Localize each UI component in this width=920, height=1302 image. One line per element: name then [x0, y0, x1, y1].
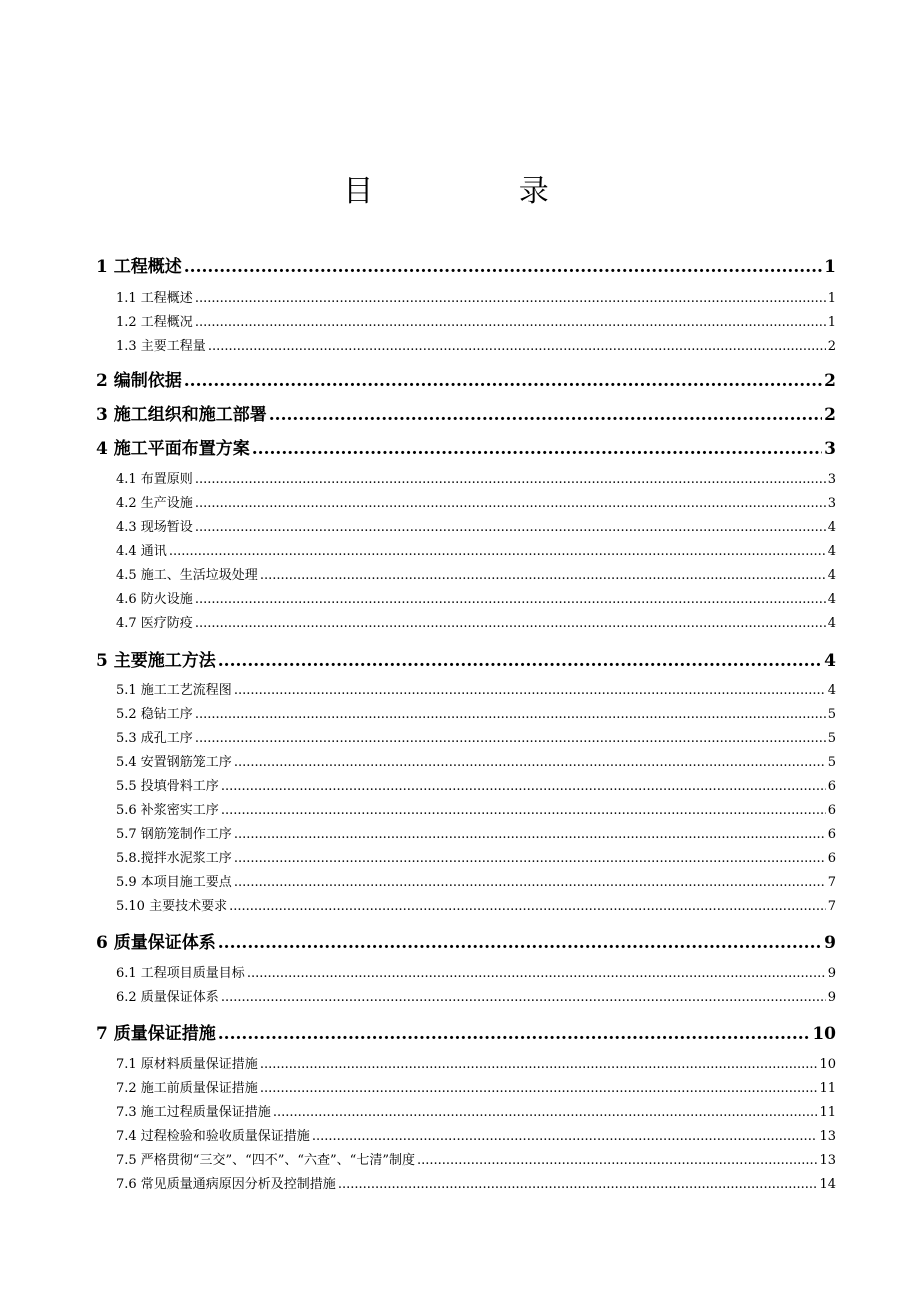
- toc-page: 4: [827, 592, 836, 607]
- toc-label: 4.1 布置原则: [116, 472, 193, 487]
- toc-label: 1.3 主要工程量: [116, 339, 206, 354]
- toc-label: 7.2 施工前质量保证措施: [116, 1081, 258, 1096]
- toc-page: 9: [824, 933, 836, 953]
- toc-entry[interactable]: [116, 895, 836, 914]
- toc-label: 6 质量保证体系: [96, 933, 216, 953]
- toc-label: 6.2 质量保证体系: [116, 990, 219, 1005]
- toc-entry[interactable]: [116, 1173, 836, 1192]
- toc-page: 2: [827, 339, 836, 354]
- toc-label: 4.2 生产设施: [116, 496, 193, 511]
- toc-label: 4.5 施工、生活垃圾处理: [116, 568, 258, 583]
- toc-label: 1.2 工程概况: [116, 315, 193, 330]
- toc-entry[interactable]: [116, 468, 836, 487]
- toc-label: 7.4 过程检验和验收质量保证措施: [116, 1129, 310, 1144]
- toc-page: 13: [819, 1153, 836, 1168]
- toc-entry[interactable]: [96, 646, 836, 671]
- toc-entry[interactable]: [116, 588, 836, 607]
- toc-label: 1.1 工程概述: [116, 291, 193, 306]
- toc-page: 9: [827, 990, 836, 1005]
- toc-label: 5.8.搅拌水泥浆工序: [116, 851, 232, 866]
- toc-entry[interactable]: [116, 823, 836, 842]
- toc-label: 5.10 主要技术要求: [116, 899, 228, 914]
- toc-page: 11: [819, 1105, 836, 1120]
- toc-page: 2: [824, 371, 836, 391]
- toc-label: 4.6 防火设施: [116, 592, 193, 607]
- toc-entry[interactable]: [96, 366, 836, 391]
- toc-label: 2 编制依据: [96, 371, 182, 391]
- toc-entry[interactable]: [116, 1149, 836, 1168]
- toc-page: 4: [827, 544, 836, 559]
- toc-page: 2: [824, 405, 836, 425]
- toc-label: 4 施工平面布置方案: [96, 439, 250, 459]
- toc-page: 1: [827, 315, 836, 330]
- toc-entry[interactable]: [116, 775, 836, 794]
- toc-entry[interactable]: [116, 727, 836, 746]
- toc-label: 3 施工组织和施工部署: [96, 405, 267, 425]
- toc-page: 10: [819, 1057, 836, 1072]
- toc-label: 7.5 严格贯彻“三交”、“四不”、“六查”、“七清”制度: [116, 1153, 415, 1168]
- toc-page: 3: [827, 472, 836, 487]
- toc-label: 4.7 医疗防疫: [116, 616, 193, 631]
- toc-page: 13: [819, 1129, 836, 1144]
- toc-entry[interactable]: [116, 516, 836, 535]
- toc-page: 3: [824, 439, 836, 459]
- toc-page: 3: [827, 496, 836, 511]
- toc-entry[interactable]: [116, 335, 836, 354]
- toc-entry[interactable]: [116, 986, 836, 1005]
- toc-entry[interactable]: [96, 928, 836, 953]
- toc-entry[interactable]: [116, 1101, 836, 1120]
- toc-entry[interactable]: [116, 751, 836, 770]
- toc-entry[interactable]: [96, 1019, 836, 1044]
- toc-page: 6: [827, 851, 836, 866]
- toc-label: 7.3 施工过程质量保证措施: [116, 1105, 271, 1120]
- toc-entry[interactable]: [116, 847, 836, 866]
- toc-entry[interactable]: [116, 1125, 836, 1144]
- toc-page: 5: [827, 731, 836, 746]
- toc-page: 6: [827, 827, 836, 842]
- toc-entry[interactable]: [116, 962, 836, 981]
- toc-page: 11: [819, 1081, 836, 1096]
- toc-page: 7: [827, 899, 836, 914]
- toc-page: 7: [827, 875, 836, 890]
- toc-entry[interactable]: [116, 612, 836, 631]
- toc-page: 4: [827, 616, 836, 631]
- toc-entry[interactable]: [116, 703, 836, 722]
- toc-entry[interactable]: [96, 252, 836, 277]
- toc-page: 5: [827, 755, 836, 770]
- toc-entry[interactable]: [96, 434, 836, 459]
- toc-label: 5.5 投填骨料工序: [116, 779, 219, 794]
- toc-entry[interactable]: [116, 492, 836, 511]
- toc-label: 5.7 钢筋笼制作工序: [116, 827, 232, 842]
- toc-label: 4.4 通讯: [116, 544, 167, 559]
- toc-page: 5: [827, 707, 836, 722]
- toc-page: 9: [827, 966, 836, 981]
- toc-page: 4: [824, 651, 836, 671]
- toc-entry[interactable]: [116, 679, 836, 698]
- toc-entry[interactable]: [116, 564, 836, 583]
- toc-label: 7.1 原材料质量保证措施: [116, 1057, 258, 1072]
- toc-page: 6: [827, 779, 836, 794]
- toc-page: 10: [812, 1024, 836, 1044]
- toc-page: 1: [824, 257, 836, 277]
- toc-entry[interactable]: [116, 871, 836, 890]
- toc-label: 5.3 成孔工序: [116, 731, 193, 746]
- toc-entry[interactable]: [96, 400, 836, 425]
- toc-entry[interactable]: [116, 799, 836, 818]
- toc-entry[interactable]: [116, 1053, 836, 1072]
- toc-label: 5.1 施工工艺流程图: [116, 683, 232, 698]
- toc-label: 1 工程概述: [96, 257, 182, 277]
- toc-page: 1: [827, 291, 836, 306]
- toc-page: 4: [827, 683, 836, 698]
- toc-entry[interactable]: [116, 311, 836, 330]
- toc-page: 14: [819, 1177, 836, 1192]
- toc-label: 7 质量保证措施: [96, 1024, 216, 1044]
- toc-entry[interactable]: [116, 287, 836, 306]
- page-title: 目 录: [343, 174, 617, 209]
- toc-label: 5 主要施工方法: [96, 651, 216, 671]
- toc-page: 6: [827, 803, 836, 818]
- toc-label: 6.1 工程项目质量目标: [116, 966, 245, 981]
- toc-page: 4: [827, 520, 836, 535]
- toc-entry[interactable]: [116, 540, 836, 559]
- toc-label: 5.2 稳钻工序: [116, 707, 193, 722]
- toc-label: 5.9 本项目施工要点: [116, 875, 232, 890]
- toc-label: 5.4 安置钢筋笼工序: [116, 755, 232, 770]
- toc-page: 4: [827, 568, 836, 583]
- toc-entry[interactable]: [116, 1077, 836, 1096]
- toc-label: 4.3 现场暂设: [116, 520, 193, 535]
- toc-label: 5.6 补浆密实工序: [116, 803, 219, 818]
- toc-label: 7.6 常见质量通病原因分析及控制措施: [116, 1177, 336, 1192]
